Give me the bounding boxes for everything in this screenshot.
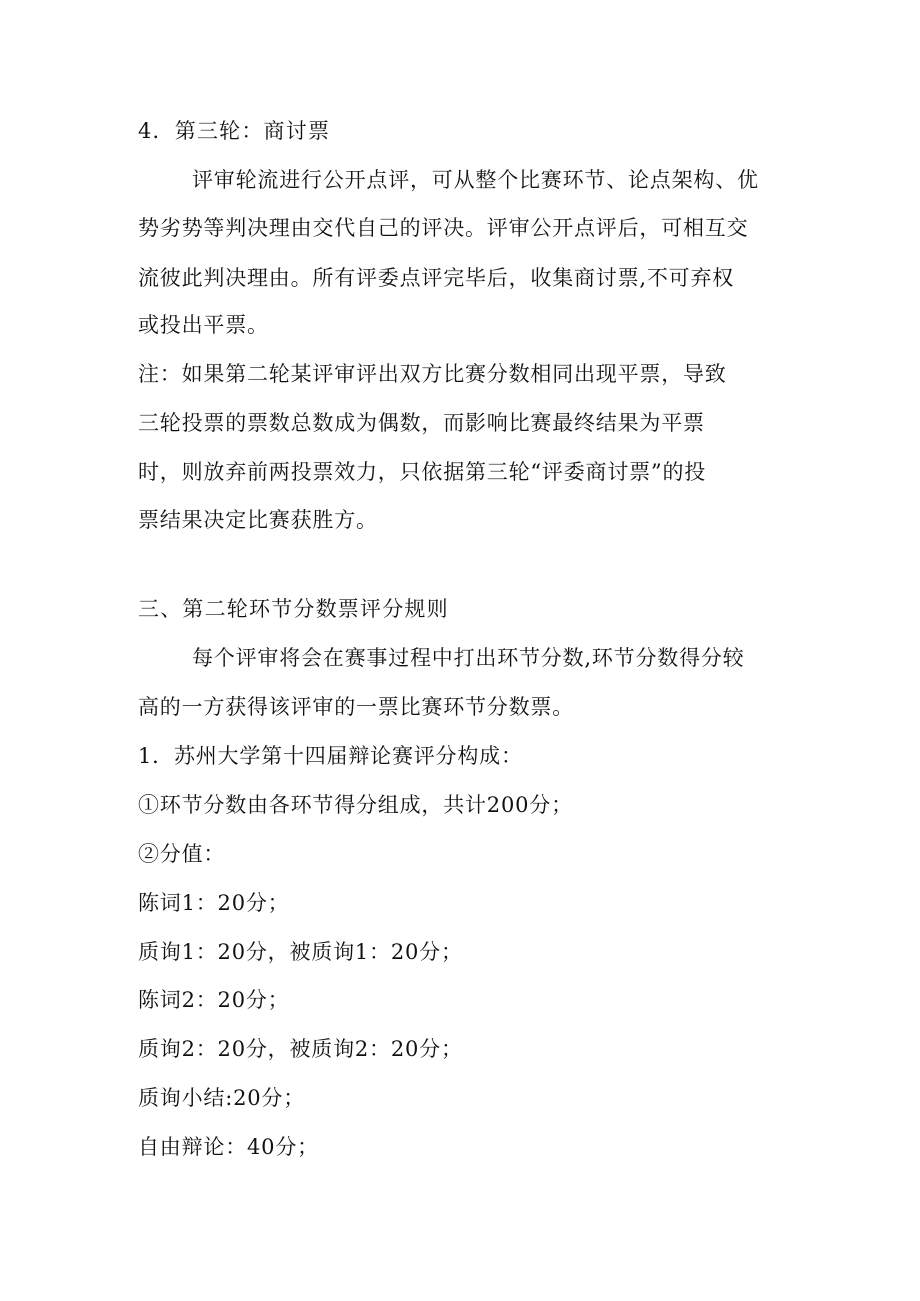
- paragraph-line: 流彼此判决理由。所有评委点评完毕后，收集商讨票,不可弃权: [138, 266, 735, 290]
- score-line: 质询小结:20分；: [138, 1086, 305, 1110]
- score-line: 自由辩论：40分；: [138, 1135, 319, 1159]
- note-line: 三轮投票的票数总数成为偶数，而影响比赛最终结果为平票: [138, 411, 705, 435]
- paragraph-line: 高的一方获得该评审的一票比赛环节分数票。: [138, 695, 574, 719]
- score-line: ①环节分数由各环节得分组成，共计200分；: [138, 793, 573, 817]
- section-3-heading: 三、第二轮环节分数票评分规则: [138, 597, 449, 621]
- item-1-heading: 1．苏州大学第十四届辩论赛评分构成：: [138, 744, 523, 768]
- paragraph-line: 每个评审将会在赛事过程中打出环节分数,环节分数得分较: [192, 646, 745, 670]
- paragraph-line: 或投出平票。: [138, 313, 269, 337]
- paragraph-line: 势劣势等判决理由交代自己的评决。评审公开点评后，可相互交: [138, 216, 749, 240]
- score-line: 陈词2：20分；: [138, 988, 290, 1012]
- score-line: 陈词1：20分；: [138, 891, 290, 915]
- section-4-heading: 4．第三轮：商讨票: [138, 119, 331, 143]
- paragraph-line: 评审轮流进行公开点评，可从整个比赛环节、论点架构、优: [192, 168, 759, 192]
- score-line: ②分值：: [138, 842, 226, 866]
- note-line: 注：如果第二轮某评审评出双方比赛分数相同出现平票，导致: [138, 362, 727, 386]
- note-line: 时，则放弃前两投票效力，只依据第三轮“评委商讨票”的投: [138, 460, 707, 484]
- note-line: 票结果决定比赛获胜方。: [138, 508, 378, 532]
- score-line: 质询1：20分，被质询1：20分；: [138, 940, 463, 964]
- score-line: 质询2：20分，被质询2：20分；: [138, 1037, 463, 1061]
